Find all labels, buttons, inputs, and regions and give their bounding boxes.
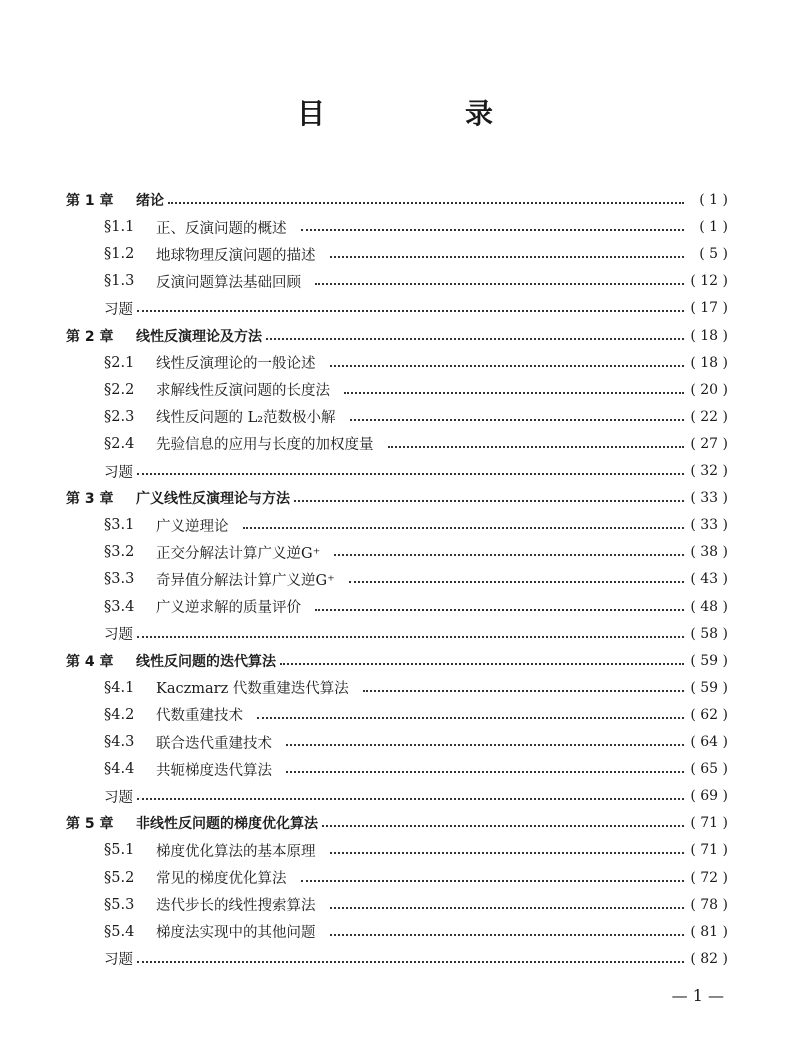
dot-leader: [334, 545, 684, 559]
dot-leader: [286, 735, 684, 749]
toc-section-number: §4.3: [104, 734, 135, 750]
toc-section-title: Kaczmarz 代数重建迭代算法: [156, 681, 349, 698]
toc-page-number: ( 48 ): [690, 598, 728, 615]
toc-chapter-row[interactable]: [66, 188, 728, 212]
toc-exercise-title: 习题: [104, 627, 133, 644]
toc-section-number: §3.1: [104, 517, 135, 534]
toc-section-title: 求解线性反演问题的长度法: [156, 383, 330, 400]
toc-section-title: 正、反演问题的概述: [156, 220, 287, 237]
dot-leader: [243, 518, 685, 532]
toc-chapter-number: 第 1 章: [66, 193, 114, 209]
toc-section-row[interactable]: [104, 838, 728, 862]
toc-section-row[interactable]: [104, 432, 728, 456]
toc-chapter-row[interactable]: [66, 486, 728, 510]
toc-page-number: ( 59 ): [690, 679, 728, 696]
toc-page-number: ( 71 ): [690, 842, 728, 859]
toc-section-number: §2.1: [104, 354, 135, 371]
toc-section-number: §2.3: [104, 408, 135, 425]
toc-section-row[interactable]: [104, 757, 728, 781]
toc-exercise-row[interactable]: [104, 784, 728, 808]
toc-exercise-title: 习题: [104, 952, 133, 969]
toc-page-number: ( 32 ): [690, 463, 728, 479]
toc-exercise-row[interactable]: [104, 622, 728, 646]
toc-section-title: 地球物理反演问题的描述: [156, 247, 316, 264]
toc-exercise-title: 习题: [104, 789, 133, 806]
dot-leader: [330, 247, 685, 261]
toc-section-number: §1.2: [104, 246, 135, 263]
toc-section-number: §2.2: [104, 381, 135, 398]
toc-page-number: ( 12 ): [690, 273, 728, 290]
toc-section-row[interactable]: [104, 513, 728, 537]
dot-leader: [388, 437, 685, 451]
toc-section-title: 代数重建技术: [156, 708, 243, 725]
toc-section-title: 广义逆求解的质量评价: [156, 600, 301, 616]
toc-page-number: ( 18 ): [690, 354, 728, 371]
toc-section-number: §4.1: [104, 679, 135, 696]
toc-exercise-row[interactable]: [104, 459, 728, 483]
toc-page-number: ( 59 ): [690, 652, 728, 669]
toc-page-number: ( 17 ): [690, 300, 728, 317]
toc-page-number: ( 5 ): [699, 246, 728, 263]
toc-section-number: §2.4: [104, 435, 135, 452]
toc-exercise-row[interactable]: [104, 947, 728, 971]
dot-leader: [266, 329, 684, 343]
toc-section-title: 迭代步长的线性搜索算法: [156, 898, 316, 915]
toc-section-row[interactable]: [104, 703, 728, 727]
toc-page-number: ( 82 ): [690, 950, 728, 967]
toc-section-title: 奇异值分解法计算广义逆G⁺: [156, 572, 335, 589]
toc-page-number: ( 18 ): [690, 327, 728, 344]
toc-section-number: §3.2: [104, 544, 135, 561]
toc-chapter-title: 线性反问题的迭代算法: [136, 653, 276, 670]
page-number: — 1 —: [671, 986, 724, 1005]
page-title: 目 录: [296, 97, 549, 130]
toc-page-number: ( 33 ): [690, 490, 728, 507]
toc-chapter-number: 第 4 章: [66, 653, 114, 670]
toc-section-row[interactable]: [104, 378, 728, 402]
toc-section-row[interactable]: [104, 595, 728, 619]
toc-section-number: §3.4: [104, 598, 135, 615]
toc-section-number: §1.1: [104, 219, 135, 236]
dot-leader: [168, 193, 684, 207]
toc-page-number: ( 72 ): [690, 869, 728, 886]
toc-section-row[interactable]: [104, 676, 728, 700]
toc-page-number: ( 27 ): [690, 435, 728, 452]
dot-leader: [137, 627, 684, 641]
toc-section-title: 线性反演理论的一般论述: [156, 356, 316, 373]
toc-section-row[interactable]: [104, 351, 728, 375]
toc-page-number: ( 33 ): [690, 517, 728, 534]
dot-leader: [322, 816, 684, 830]
dot-leader: [137, 301, 684, 315]
dot-leader: [330, 843, 685, 857]
toc-exercise-row[interactable]: [104, 296, 728, 320]
toc-section-title: 梯度优化算法的基本原理: [156, 843, 316, 860]
toc-page-number: ( 64 ): [690, 734, 728, 750]
dot-leader: [301, 871, 685, 885]
toc-page-number: ( 81 ): [690, 923, 728, 940]
toc-chapter-title: 非线性反问题的梯度优化算法: [136, 816, 318, 833]
toc-section-row[interactable]: [104, 730, 728, 754]
toc-section-number: §5.4: [104, 923, 135, 940]
toc-section-title: 联合迭代重建技术: [156, 735, 272, 752]
dot-leader: [344, 383, 684, 397]
toc-section-row[interactable]: [104, 242, 728, 266]
toc-section-row[interactable]: [104, 540, 728, 564]
toc-exercise-title: 习题: [104, 464, 133, 481]
toc-chapter-row[interactable]: [66, 649, 728, 673]
toc-chapter-title: 线性反演理论及方法: [136, 328, 262, 345]
toc-section-row[interactable]: [104, 920, 728, 944]
toc-chapter-row[interactable]: [66, 324, 728, 348]
toc-section-title: 广义逆理论: [156, 518, 229, 535]
toc-page-number: ( 69 ): [690, 788, 728, 805]
toc-section-number: §3.3: [104, 571, 135, 588]
toc-chapter-title: 绪论: [136, 193, 164, 209]
toc-exercise-title: 习题: [104, 301, 133, 318]
dot-leader: [315, 600, 684, 614]
toc-page-number: ( 22 ): [690, 408, 728, 425]
toc-chapter-number: 第 2 章: [66, 328, 114, 345]
dot-leader: [286, 762, 684, 776]
dot-leader: [137, 952, 684, 966]
dot-leader: [330, 356, 685, 370]
toc-page-number: ( 78 ): [690, 896, 728, 913]
toc-chapter-number: 第 5 章: [66, 816, 114, 833]
toc-section-number: §5.2: [104, 869, 135, 886]
dot-leader: [350, 410, 684, 424]
toc-section-number: §5.1: [104, 842, 135, 859]
toc-chapter-title: 广义线性反演理论与方法: [136, 491, 290, 508]
dot-leader: [294, 491, 684, 505]
toc-page-number: ( 1 ): [699, 219, 728, 236]
toc-section-row[interactable]: [104, 893, 728, 917]
toc-page-number: ( 62 ): [690, 706, 728, 723]
toc-section-number: §4.2: [104, 706, 135, 723]
toc-page-number: ( 43 ): [690, 571, 728, 588]
toc-chapter-row[interactable]: [66, 811, 728, 835]
toc-section-title: 共轭梯度迭代算法: [156, 762, 272, 779]
toc-section-title: 梯度法实现中的其他问题: [156, 925, 316, 942]
dot-leader: [301, 220, 685, 234]
toc-page-number: ( 1 ): [699, 192, 728, 208]
dot-leader: [330, 925, 685, 939]
dot-leader: [137, 789, 684, 803]
dot-leader: [137, 464, 684, 478]
toc-page-number: ( 65 ): [690, 761, 728, 778]
toc-section-title: 反演问题算法基础回顾: [156, 274, 301, 291]
toc-page-number: ( 38 ): [690, 544, 728, 561]
toc-section-title: 先验信息的应用与长度的加权度量: [156, 437, 374, 454]
dot-leader: [315, 274, 684, 288]
toc-section-row[interactable]: [104, 567, 728, 591]
toc-section-number: §4.4: [104, 761, 135, 778]
toc-section-title: 线性反问题的 L₂范数极小解: [156, 410, 336, 427]
toc-section-title: 常见的梯度优化算法: [156, 871, 287, 887]
dot-leader: [257, 708, 684, 722]
dot-leader: [280, 654, 684, 668]
toc-section-row[interactable]: [104, 215, 728, 239]
dot-leader: [349, 572, 684, 586]
toc-section-number: §1.3: [104, 273, 135, 290]
dot-leader: [330, 898, 685, 912]
toc-page-number: ( 20 ): [690, 381, 728, 398]
toc-section-title: 正交分解法计算广义逆G⁺: [156, 545, 321, 562]
toc-chapter-number: 第 3 章: [66, 491, 114, 508]
dot-leader: [363, 681, 684, 695]
toc-section-number: §5.3: [104, 896, 135, 913]
toc-section-row[interactable]: [104, 866, 728, 890]
toc-section-row[interactable]: [104, 269, 728, 293]
toc-page-number: ( 58 ): [690, 625, 728, 642]
toc-page-number: ( 71 ): [690, 815, 728, 832]
toc-section-row[interactable]: [104, 405, 728, 429]
